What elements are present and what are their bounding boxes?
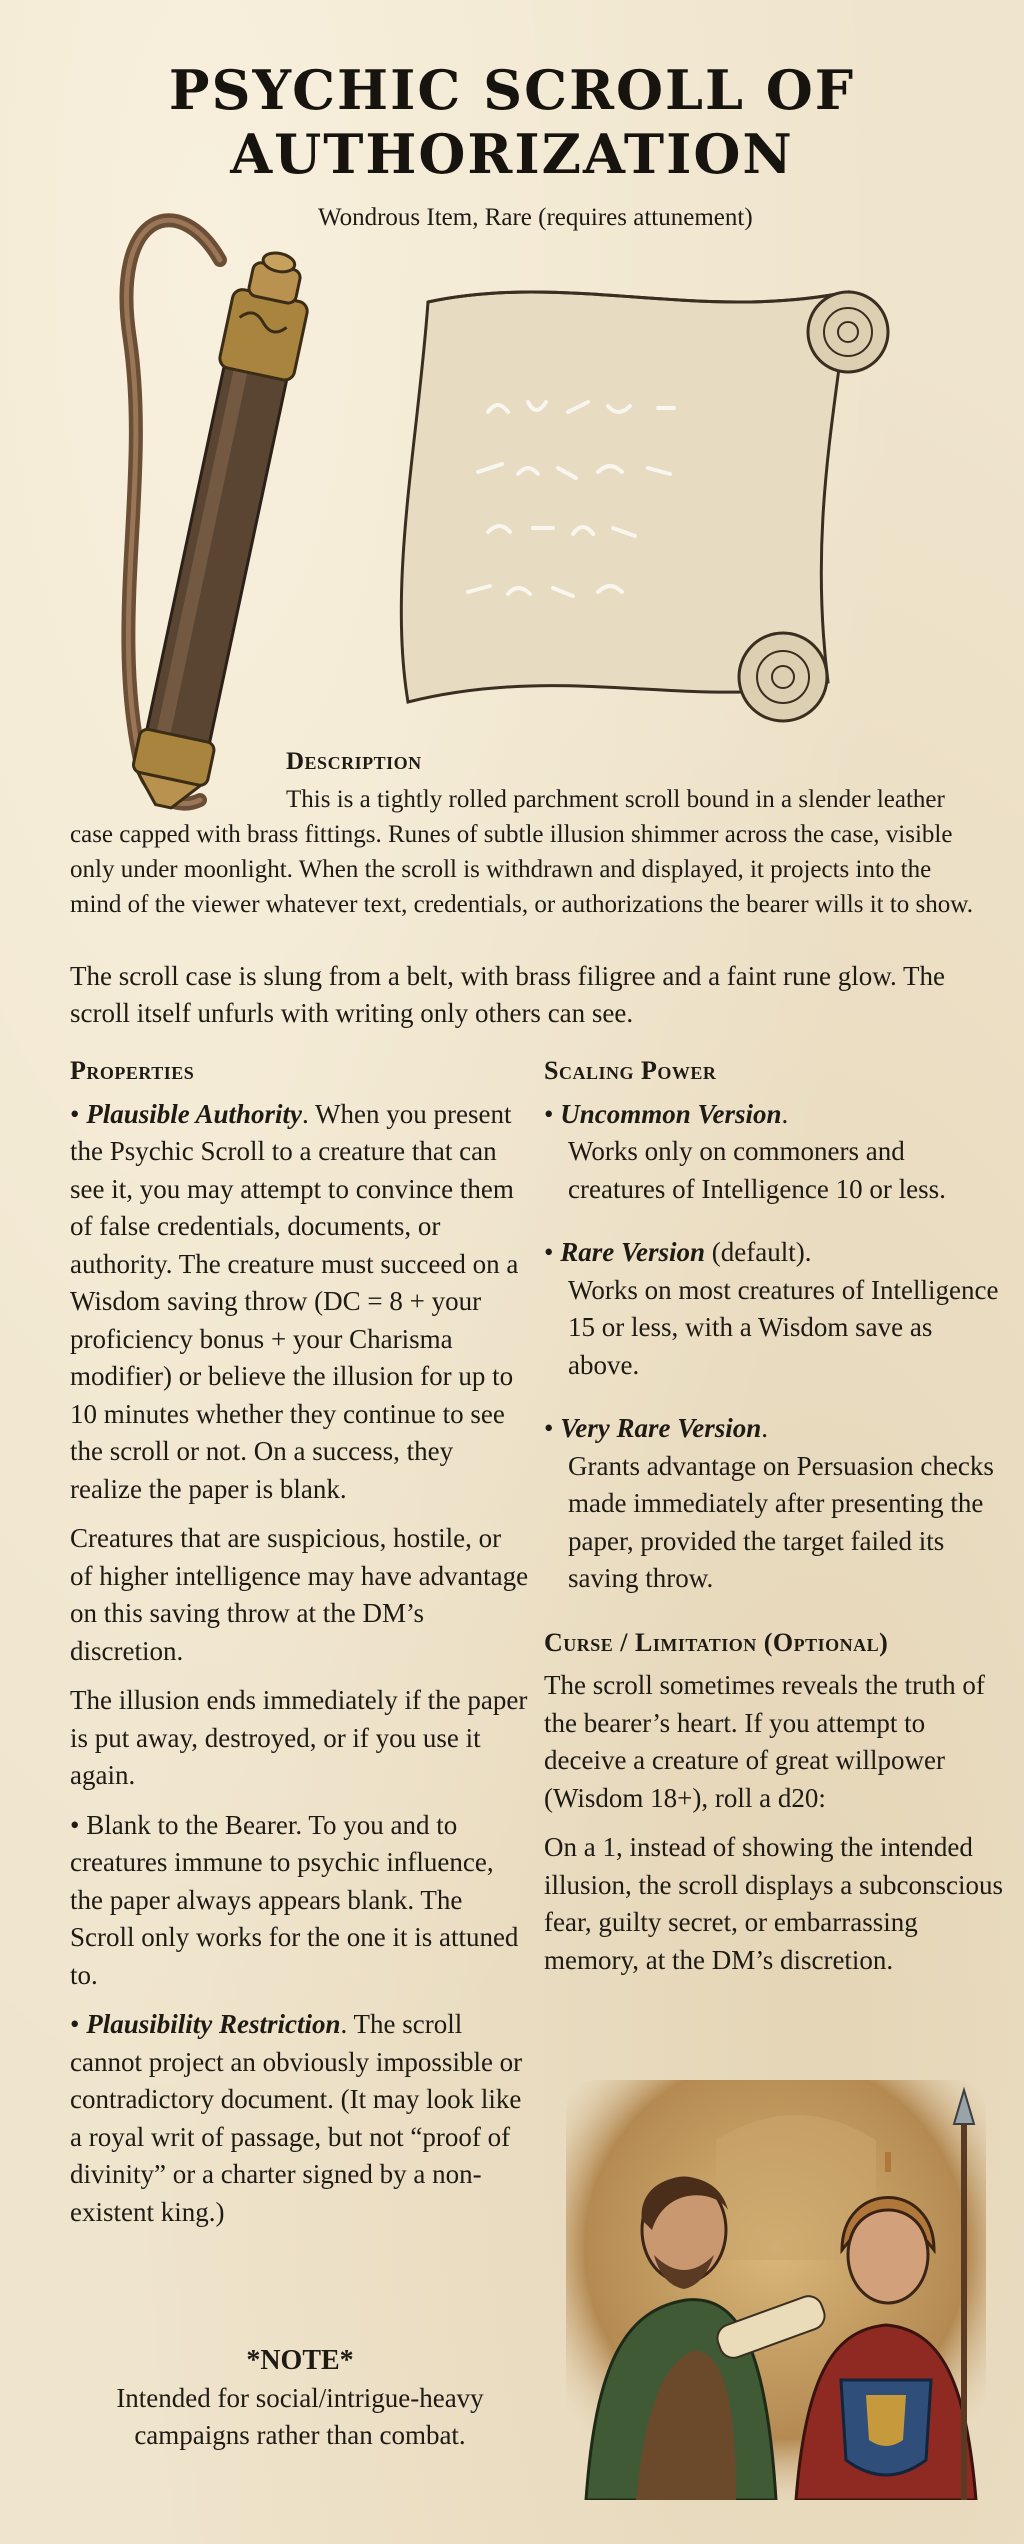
description-text-secondary: The scroll case is slung from a belt, with brass filigree and a faint rune glow. The scroll itself unfurls with writing only others can see.	[70, 961, 945, 1028]
version-title: Uncommon Version	[560, 1098, 782, 1129]
version-text: Grants advantage on Persuasion checks made immediately after presenting the paper, provided the target failed its saving throw.	[568, 1450, 994, 1593]
characters-illustration	[566, 2080, 986, 2500]
version-suffix: (default).	[705, 1237, 812, 1267]
plausibility-restriction-text: . The scroll cannot project an obviously impossible or contradictory document. (It may look like a royal writ of passage, but not “proof of divinity” or a charter signed by a non-existent king.)	[70, 2009, 523, 2227]
properties-section	[70, 1052, 530, 2243]
curse-paragraph-1: The scroll sometimes reveals the truth of the bearer’s heart. If you attempt to deceive a creature of great willpower (Wisdom 18+), roll a d20:	[544, 1670, 985, 1813]
plausible-authority-paragraph: • Plausible Authority. When you present the Psychic Scroll to a creature that can see it, you may attempt to convince them of false credentials, documents, or authority. The creature must succeed on a Wisdom saving throw (DC = 8 + your proficiency bonus + your Charisma modifier) or believe the illusion for up to 10 minutes whether they continue to see the scroll or not. On a success, they realize the paper is blank.	[70, 1098, 519, 1504]
title-line-2: AUTHORIZATION	[230, 122, 794, 186]
version-suffix: .	[761, 1413, 768, 1443]
plausibility-restriction-title: Plausibility Restriction	[86, 2009, 341, 2039]
title-line-1: PSYCHIC SCROLL OF	[168, 58, 856, 122]
description-text: This is a tightly rolled parchment scroll bound in a slender leather case capped with brass fittings. Runes of subtle illusion shimmer across the case, visible only under moonlight. When the scroll is withdrawn and displayed, it projects into the mind of the viewer whatever text, credentials, or authorizations the bearer wills it to show.	[70, 786, 973, 918]
version-text: Works only on commoners and creatures of Intelligence 10 or less.	[568, 1136, 946, 1204]
scaling-power-heading: Scaling Power	[544, 1056, 717, 1085]
version-title: Very Rare Version	[560, 1413, 762, 1443]
parchment-scroll-illustration	[368, 262, 898, 762]
plausible-authority-title: Plausible Authority	[86, 1098, 302, 1129]
version-suffix: .	[781, 1098, 789, 1129]
item-type-subtitle: Wondrous Item, Rare (requires attunement)	[318, 204, 753, 231]
properties-heading: Properties	[70, 1056, 195, 1085]
version-very-rare: • Very Rare Version. Grants advantage on Persuasion checks made immediately after presenting the paper, provided the target failed its saving throw.	[544, 1410, 1004, 1598]
plausible-authority-text: . When you present the Psychic Scroll to a creature that can see it, you may attempt to convince them of false credentials, documents, or authority. The creature must succeed on a Wisdom saving throw (DC = 8 + your proficiency bonus + your Charisma modifier) or believe the illusion for up to 10 minutes whether they continue to see the scroll or not. On a success, they realize the paper is blank.	[70, 1098, 519, 1504]
version-title: Rare Version	[560, 1237, 705, 1267]
illusion-ends-paragraph: The illusion ends immediately if the paper is put away, destroyed, or if you use it again.	[70, 1685, 528, 1790]
note-text: Intended for social/intrigue-heavy campaigns rather than combat.	[116, 2383, 484, 2450]
curse-paragraph-2: On a 1, instead of showing the intended illusion, the scroll displays a subconscious fear, guilty secret, or embarrassing memory, at the DM’s discretion.	[544, 1832, 1003, 1975]
version-text: Works on most creatures of Intelligence 15 or less, with a Wisdom save as above.	[568, 1274, 999, 1380]
blank-to-bearer-paragraph: • Blank to the Bearer. To you and to creatures immune to psychic influence, the paper always appears blank. The Scroll only works for the one it is attuned to.	[70, 1809, 519, 1990]
note-title: *NOTE*	[246, 2345, 354, 2376]
curse-heading: Curse / Limitation (Optional)	[544, 1627, 889, 1657]
advantage-paragraph: Creatures that are suspicious, hostile, or of higher intelligence may have advantage on this saving throw at the DM’s discretion.	[70, 1523, 529, 1666]
plausibility-restriction-paragraph: • Plausibility Restriction. The scroll cannot project an obviously impossible or contradictory document. (It may look like a royal writ of passage, but not “proof of divinity” or a charter signed by a non-existent king.)	[70, 2009, 523, 2227]
version-rare: • Rare Version (default). Works on most creatures of Intelligence 15 or less, with a Wisdom save as above.	[544, 1234, 1004, 1384]
description-heading: Description	[286, 748, 422, 775]
scroll-case-illustration	[70, 200, 340, 830]
page-title	[0, 58, 1024, 186]
version-uncommon: • Uncommon Version. Works only on commoners and creatures of Intelligence 10 or less.	[544, 1096, 1004, 1209]
note-section	[70, 2342, 530, 2454]
scaling-power-section	[544, 1052, 1004, 1991]
